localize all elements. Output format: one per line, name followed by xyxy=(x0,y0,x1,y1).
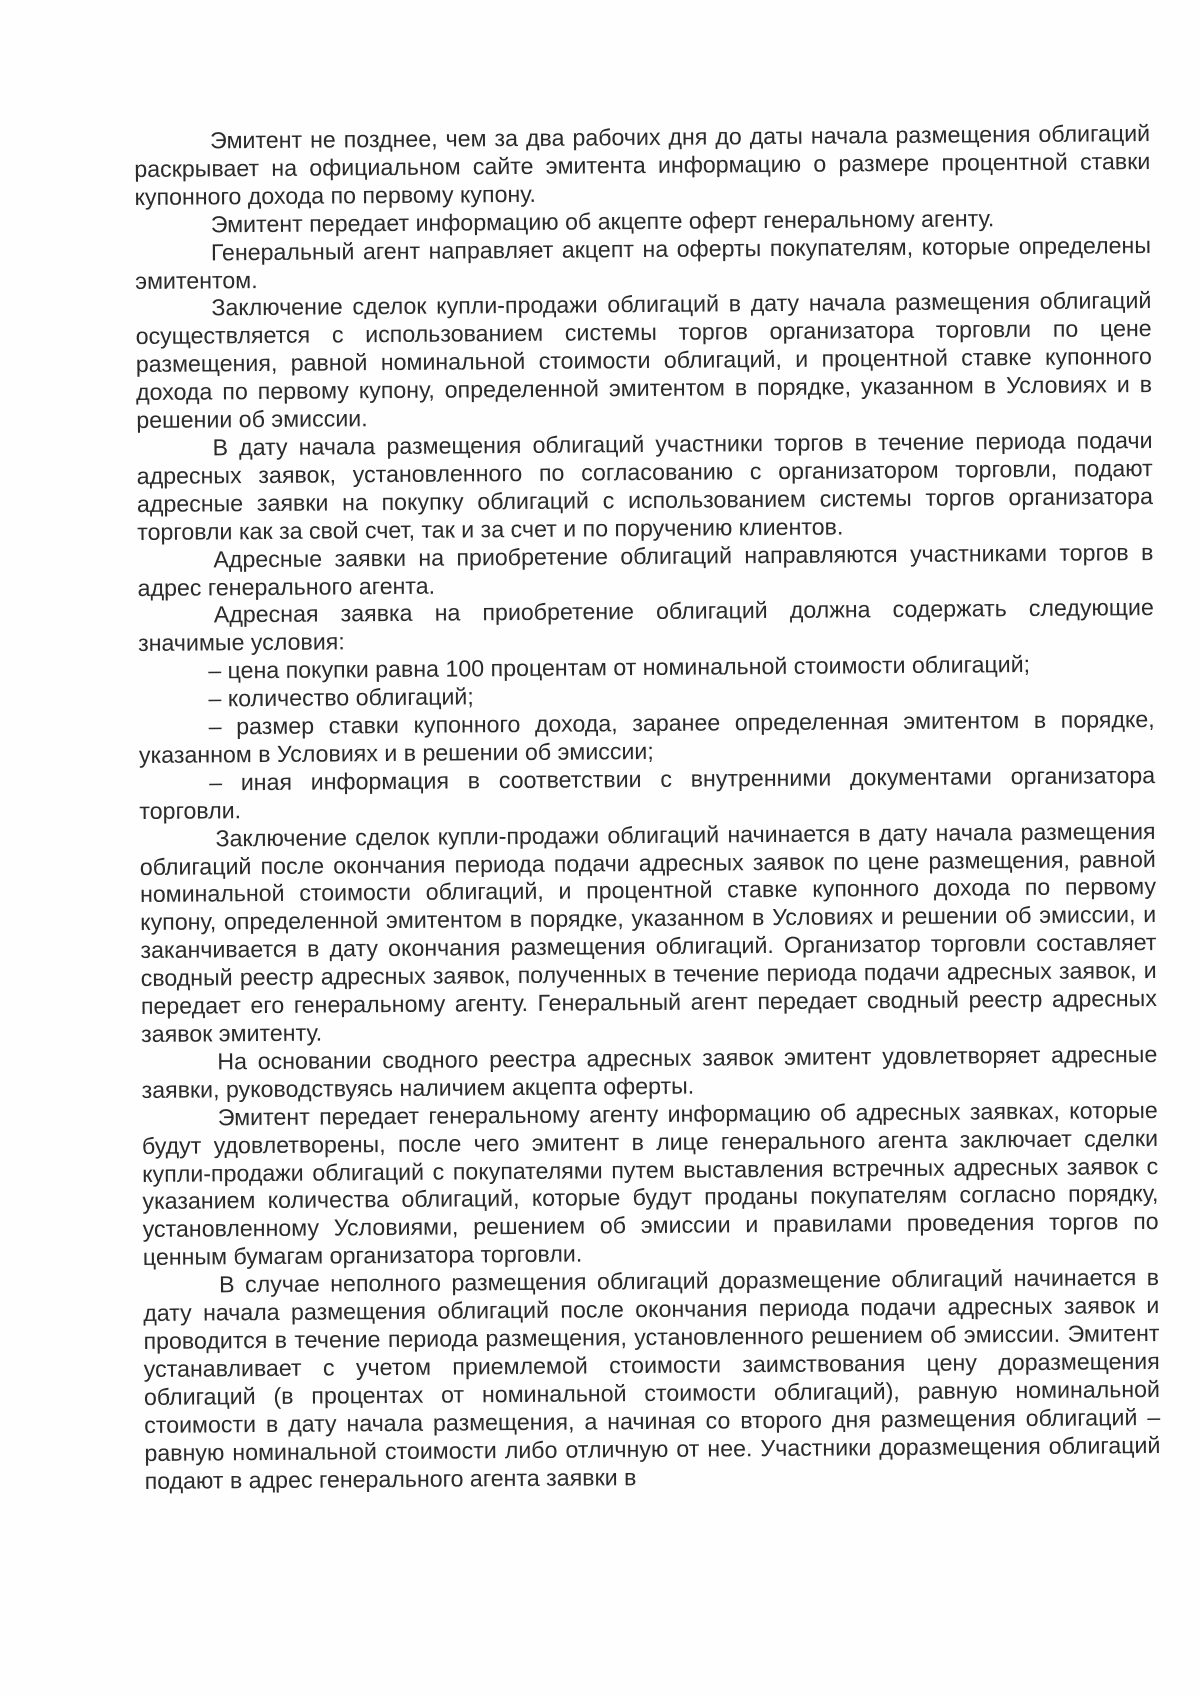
paragraph: Заключение сделок купли-продажи облигаций в дату начала размещения облигаций осуществляется с использованием системы торгов организатора торговли по цене размещения, равной номинальной стоимости облигаций, и процентной ставке купонного дохода по первому купону, определенной эмитентом в порядке, указанном в Условиях и в решении об эмиссии. xyxy=(135,287,1153,434)
paragraph: В случае неполного размещения облигаций доразмещение облигаций начинается в дату начала размещения облигаций после окончания периода подачи адресных заявок и проводится в течение периода размещения, установленного решением об эмиссии. Эмитент устанавливает с учетом приемлемой стоимости заимствования цену доразмещения облигаций (в процентах от номинальной стоимости облигаций), равную номинальной стоимости в дату начала размещения, а начиная со второго дня размещения облигаций – равную номинальной стоимости либо отличную от нее. Участники доразмещения облигаций подают в адрес генерального агента заявки в xyxy=(143,1264,1161,1494)
paragraph: Адресные заявки на приобретение облигаций направляются участниками торгов в адрес генерального агента. xyxy=(137,538,1154,601)
paragraph: В дату начала размещения облигаций участники торгов в течение периода подачи адресных заявок, установленного по согласованию с организатором торговли, подают адресные заявки на покупку облигаций с использованием системы торгов организатора торговли как за свой счет, так и за счет и по поручению клиентов. xyxy=(136,426,1154,545)
paragraph: Генеральный агент направляет акцепт на оферты покупателям, которые определены эмитентом. xyxy=(135,231,1152,294)
list-item: – количество облигаций; xyxy=(208,683,474,712)
paragraph: Эмитент передает генеральному агенту информацию об адресных заявках, которые будут удовлетворены, после чего эмитент в лице генерального агента заключает сделки купли-продажи облигаций с покупателями путем выставления встречных адресных заявок с указанием количества облигаций, которые будут проданы покупателям согласно порядку, установленному Условиями, решением об эмиссии и правилами проведения торгов по ценным бумагам организатора торговли. xyxy=(141,1096,1159,1271)
paragraph: Адресная заявка на приобретение облигаций должна содержать следующие значимые условия: xyxy=(137,594,1154,657)
paragraph: На основании сводного реестра адресных заявок эмитент удовлетворяет адресные заявки, руководствуясь наличием акцепта оферты. xyxy=(141,1040,1158,1103)
list-item: – иная информация в соответствии с внутренними документами организатора торговли. xyxy=(139,761,1156,824)
document-body xyxy=(134,120,1161,1495)
paragraph: Заключение сделок купли-продажи облигаций начинается в дату начала размещения облигаций после окончания периода подачи адресных заявок по цене размещения, равной номинальной стоимости облигаций, и процентной ставке купонного дохода по первому купону, определенной эмитентом в порядке, указанном в Условиях и решении об эмиссии, и заканчивается в дату окончания размещения облигаций. Организатор торговли составляет сводный реестр адресных заявок, полученных в течение периода подачи адресных заявок, и передает его генеральному агенту. Генеральный агент передает сводный реестр адресных заявок эмитенту. xyxy=(139,817,1157,1047)
list-item: – цена покупки равна 100 процентам от номинальной стоимости облигаций; xyxy=(208,651,1031,684)
paragraph: Эмитент не позднее, чем за два рабочих дня до даты начала размещения облигаций раскрывает на официальном сайте эмитента информацию о размере процентной ставки купонного дохода по первому купону. xyxy=(134,120,1151,210)
paragraph: Эмитент передает информацию об акцепте оферт генеральному агенту. xyxy=(210,204,995,238)
list-item: – размер ставки купонного дохода, заранее определенная эмитентом в порядке, указанном в Условиях и в решении об эмиссии; xyxy=(138,706,1155,768)
